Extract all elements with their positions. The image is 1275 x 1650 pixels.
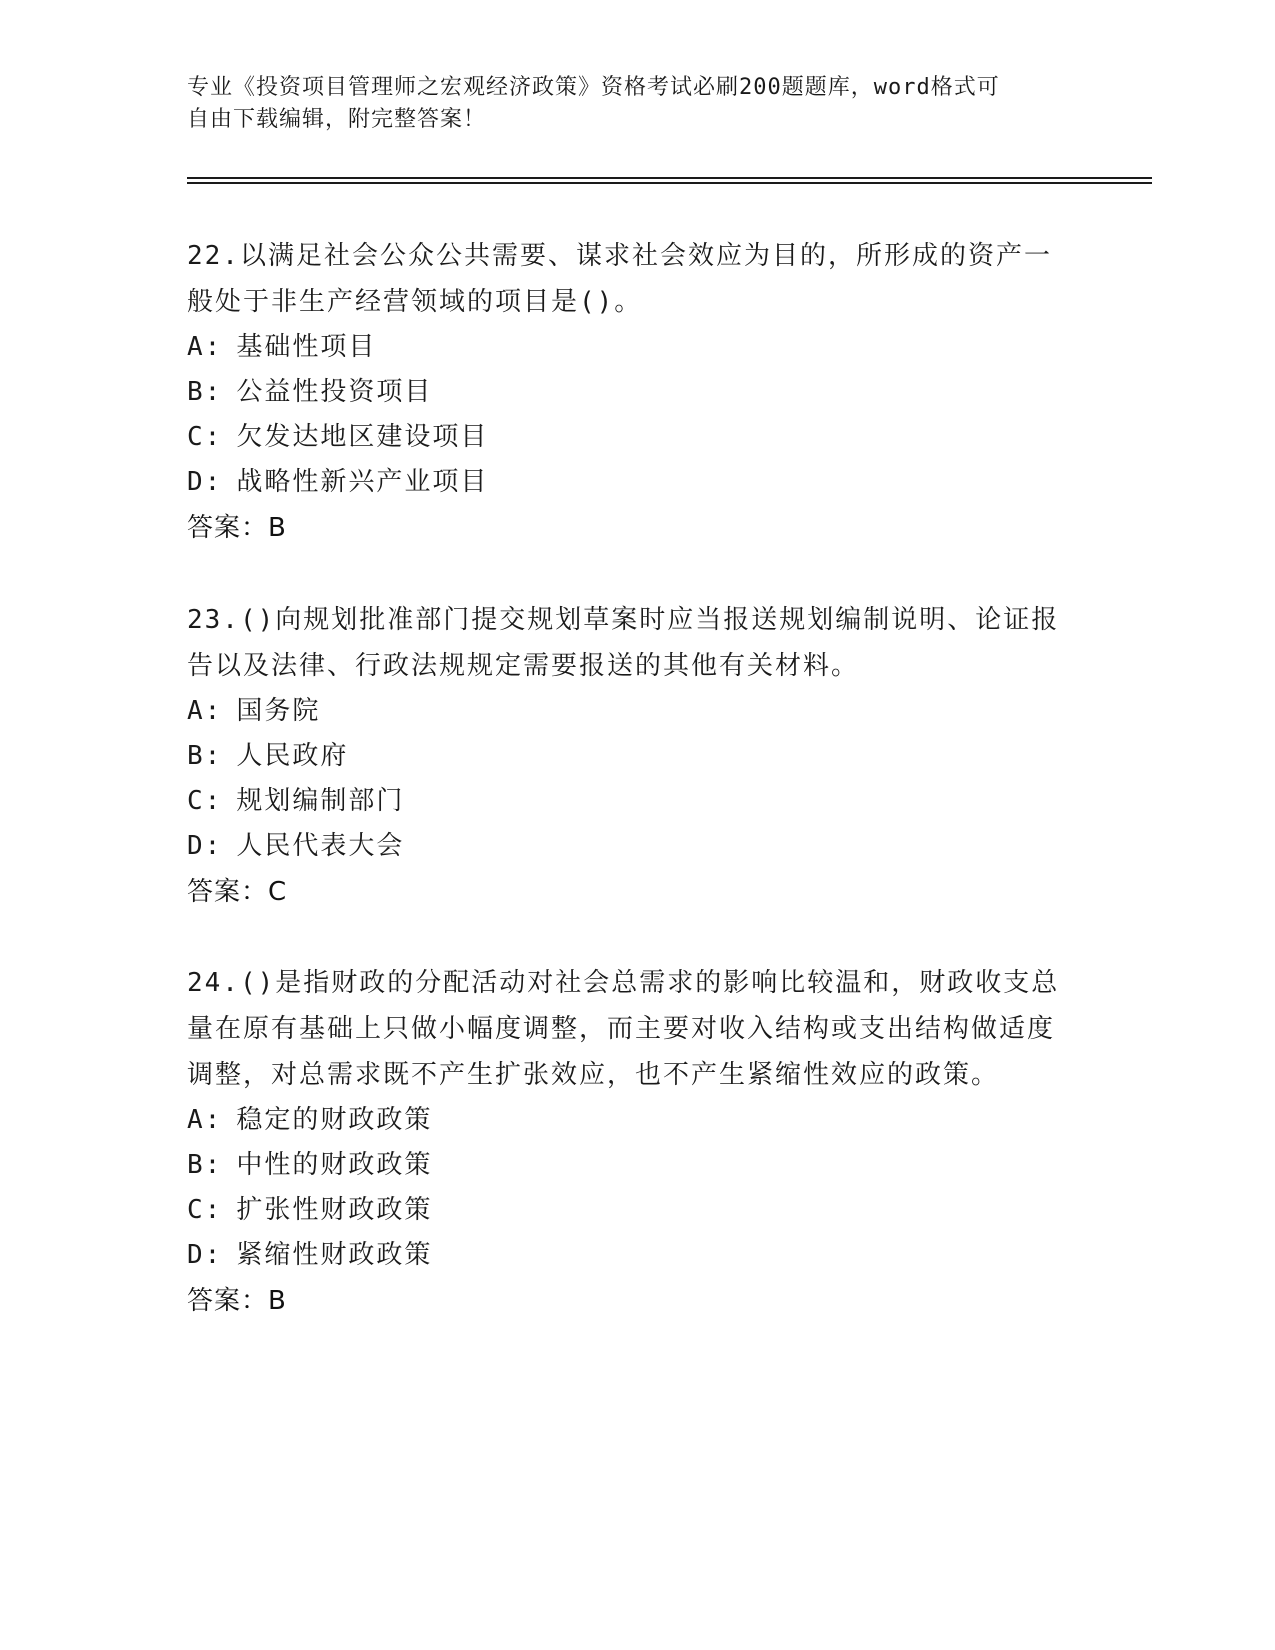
header-line-2: 自由下载编辑，附完整答案！ xyxy=(187,107,487,132)
option-c xyxy=(187,1188,1077,1233)
option-text: 中性的财政政策 xyxy=(236,1150,433,1180)
option-letter: D: xyxy=(187,831,223,861)
option-letter: A: xyxy=(187,1105,223,1135)
option-c xyxy=(187,415,1077,460)
option-text: 人民政府 xyxy=(236,741,349,771)
question-block xyxy=(187,233,1077,551)
answer-line: 答案：B xyxy=(187,1286,287,1316)
option-text: 紧缩性财政政策 xyxy=(236,1240,433,1270)
option-text: 基础性项目 xyxy=(236,332,377,362)
option-letter: A: xyxy=(187,696,223,726)
option-text: 公益性投资项目 xyxy=(236,377,433,407)
question-block xyxy=(187,597,1077,915)
option-d xyxy=(187,824,1077,869)
header-divider-top xyxy=(187,177,1152,179)
question-stem: 24.()是指财政的分配活动对社会总需求的影响比较温和，财政收支总量在原有基础上只做小幅度调整，而主要对收入结构或支出结构做适度调整，对总需求既不产生扩张效应，也不产生紧缩性效应的政策。 xyxy=(187,968,1060,1090)
option-letter: C: xyxy=(187,422,223,452)
option-a xyxy=(187,325,1077,370)
option-letter: C: xyxy=(187,786,223,816)
option-d xyxy=(187,1233,1077,1278)
option-b xyxy=(187,734,1077,779)
option-d xyxy=(187,460,1077,505)
option-text: 国务院 xyxy=(236,696,321,726)
document-header xyxy=(187,72,1067,136)
question-stem: 22.以满足社会公众公共需要、谋求社会效应为目的，所形成的资产一般处于非生产经营领域的项目是()。 xyxy=(187,241,1052,317)
option-letter: D: xyxy=(187,467,223,497)
option-b xyxy=(187,1143,1077,1188)
option-text: 稳定的财政政策 xyxy=(236,1105,433,1135)
option-a xyxy=(187,1098,1077,1143)
option-letter: A: xyxy=(187,332,223,362)
question-stem: 23.()向规划批准部门提交规划草案时应当报送规划编制说明、论证报告以及法律、行政法规规定需要报送的其他有关材料。 xyxy=(187,605,1060,681)
answer-line: 答案：C xyxy=(187,877,288,907)
option-letter: D: xyxy=(187,1240,223,1270)
option-b xyxy=(187,370,1077,415)
question-block xyxy=(187,960,1077,1324)
option-text: 规划编制部门 xyxy=(236,786,405,816)
option-a xyxy=(187,689,1077,734)
option-letter: C: xyxy=(187,1195,223,1225)
option-text: 战略性新兴产业项目 xyxy=(236,467,489,497)
header-line-1: 专业《投资项目管理师之宏观经济政策》资格考试必刷200题题库，word格式可 xyxy=(187,75,1000,100)
option-text: 人民代表大会 xyxy=(236,831,405,861)
option-letter: B: xyxy=(187,1150,223,1180)
answer-line: 答案：B xyxy=(187,513,287,543)
option-c xyxy=(187,779,1077,824)
header-divider-bottom xyxy=(187,182,1152,184)
option-letter: B: xyxy=(187,377,223,407)
option-letter: B: xyxy=(187,741,223,771)
option-text: 扩张性财政政策 xyxy=(236,1195,433,1225)
option-text: 欠发达地区建设项目 xyxy=(236,422,489,452)
